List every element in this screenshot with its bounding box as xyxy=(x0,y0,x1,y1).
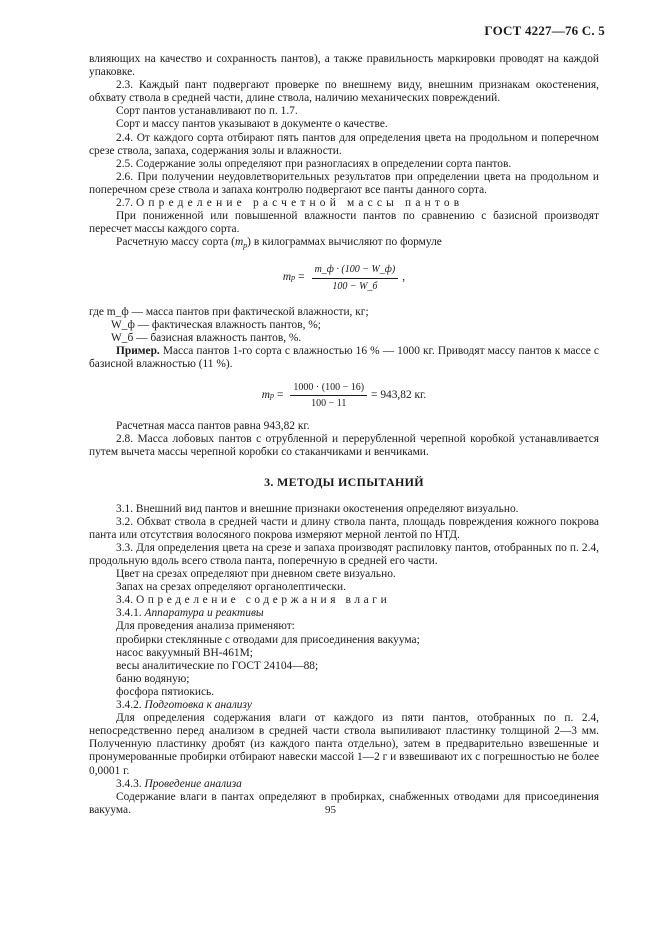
clause-title: Определение содержания влаги xyxy=(135,594,391,607)
paragraph: Содержание влаги в пантах определяют в пробирках, снабженных отводами для присоединения вакуума. xyxy=(89,790,599,816)
formula-lhs-sub: р xyxy=(269,391,274,401)
subsection-heading xyxy=(89,699,599,712)
subscript: р xyxy=(243,241,248,251)
fraction xyxy=(290,381,367,410)
paragraph: 2.8. Масса лобовых пантов с отрубленной и перерубленной черепной коробкой устанавливается путем вычета массы черепной коробки со стаканчиками и венчиками. xyxy=(89,433,599,459)
list-item: пробирки стеклянные с отводами для присоединения вакуума; xyxy=(116,633,420,646)
clause-title: Проведение анализа xyxy=(144,777,242,790)
formula-lhs-sub: р xyxy=(291,273,296,283)
paragraph: влияющих на качество и сохранность пантов), а также правильность маркировки проводят на каждой упаковке. xyxy=(89,53,599,79)
page-number: 95 xyxy=(325,804,336,816)
clause-number: 3.4.2. xyxy=(116,699,142,712)
paragraph: 3.3. Для определения цвета на срезе и запаха производят распиловку пантов, отобранных по п. 2.4, продольную вдоль всего ствола панта, поперечную в средней его части. xyxy=(89,541,599,567)
paragraph: Цвет на срезах определяют при дневном свете визуально. xyxy=(116,568,396,581)
denominator: 100 − 11 xyxy=(311,398,347,410)
formula-tail: , xyxy=(402,271,406,284)
text-fragment: ) в килограммах вычисляют по формуле xyxy=(247,236,442,249)
paragraph: Расчетная масса пантов равна 943,82 кг. xyxy=(116,420,310,433)
formula-example: m р = $\frac{1000 \cdot (100 - 16)}{100 - 11}$ = 943,82 кг. xyxy=(261,382,427,410)
list-item: весы аналитические по ГОСТ 24104—88; xyxy=(116,659,319,672)
subsection-heading xyxy=(89,607,599,620)
paragraph: 3.1. Внешний вид пантов и внешние признаки окостенения определяют визуально. xyxy=(116,502,519,515)
paragraph: Сорт пантов устанавливают по п. 1.7. xyxy=(116,105,298,118)
list-item: насос вакуумный ВН-461М; xyxy=(116,646,253,659)
clause-number: 3.4.1. xyxy=(116,607,142,620)
text-fragment: Расчетную массу сорта ( xyxy=(116,236,235,249)
definition: где m_ф — масса пантов при фактической влажности, кг; xyxy=(89,305,369,318)
paragraph: При пониженной или повышенной влажности пантов по сравнению с базисной производят пересчет массы каждого сорта. xyxy=(89,210,599,236)
list-item: баню водяную; xyxy=(116,672,190,685)
formula-mass: m р = $\frac{m\_ф \cdot (100 - W\_ф)}{100 - W\_б}$ , xyxy=(282,264,406,292)
clause-number: 3.4.3. xyxy=(116,777,142,790)
clause-number: 3.4. xyxy=(116,594,134,607)
formula-lhs: m xyxy=(282,271,292,284)
variable: m xyxy=(234,236,244,249)
page-header: ГОСТ 4227—76 С. 5 xyxy=(484,23,605,38)
clause-title: Аппаратура и реактивы xyxy=(144,607,264,620)
subsection-heading xyxy=(89,594,599,607)
example xyxy=(89,345,599,371)
clause-number: 2.7. xyxy=(116,197,134,210)
numerator: m_ф · (100 − W_ф) xyxy=(312,263,399,278)
definition: W_ф — фактическая влажность пантов, %; xyxy=(111,318,321,331)
example-text: Масса пантов 1-го сорта с влажностью 16 % — 1000 кг. Приводят массу пантов к массе с базисной влажностью (11 %). xyxy=(89,344,599,370)
paragraph: 2.4. От каждого сорта отбирают пять пантов для определения цвета на продольном и поперечном срезе ствола, запаха, содержания золы и влажности. xyxy=(89,131,599,157)
formula-tail: = 943,82 кг. xyxy=(371,389,427,402)
paragraph: Для определения содержания влаги от каждого из пяти пантов, отобранных по п. 2.4, непосредственно перед анализом в средней части ствола выпиливают пластинку толщиной 2—3 мм. Полученную пластинку дробят (из каждого панта отдельно), затем в предварительно взвешенные и пронумерованные пробирки отбирают навески массой 1—2 г и взвешивают их с погрешностью не более 0,0001 г. xyxy=(89,712,599,777)
clause-title: Определение расчетной массы пантов xyxy=(135,197,464,210)
denominator: 100 − W_б xyxy=(332,280,378,292)
paragraph: 3.2. Обхват ствола в средней части и длину ствола панта, площадь повреждения кожного покрова панта или отсутствия волосяного покрова измеряют мерной лентой по НТД. xyxy=(89,515,599,541)
paragraph: 2.3. Каждый пант подвергают проверке по внешнему виду, внешним признакам окостенения, обхвату ствола в средней части, длине ствола, наличию механических повреждений. xyxy=(89,79,599,105)
section-heading: 3. МЕТОДЫ ИСПЫТАНИЙ xyxy=(264,474,424,489)
paragraph: Запах на срезах определяют органолептически. xyxy=(116,581,346,594)
fraction xyxy=(312,263,399,292)
definition: W_б — базисная влажность пантов, %. xyxy=(111,331,302,344)
clause-title: Подготовка к анализу xyxy=(144,699,252,712)
paragraph: Сорт и массу пантов указывают в документе о качестве. xyxy=(116,118,388,131)
numerator: 1000 · (100 − 16) xyxy=(290,381,367,396)
subsection-heading xyxy=(89,778,599,791)
formula-lhs: m xyxy=(261,389,270,402)
list-item: фосфора пятиокись. xyxy=(116,685,215,698)
subsection-heading xyxy=(89,197,599,210)
paragraph: 2.5. Содержание золы определяют при разногласиях в определении сорта пантов. xyxy=(116,157,512,170)
paragraph xyxy=(89,236,599,252)
example-label: Пример. xyxy=(116,344,160,357)
paragraph: Для проведения анализа применяют: xyxy=(116,620,295,633)
variable-definitions xyxy=(89,306,599,345)
paragraph: 2.6. При получении неудовлетворительных результатов при определении цвета на продольном и поперечном срезе ствола и запаха контролю подвергают все панты данного сорта. xyxy=(89,170,599,196)
document-body xyxy=(89,53,599,817)
